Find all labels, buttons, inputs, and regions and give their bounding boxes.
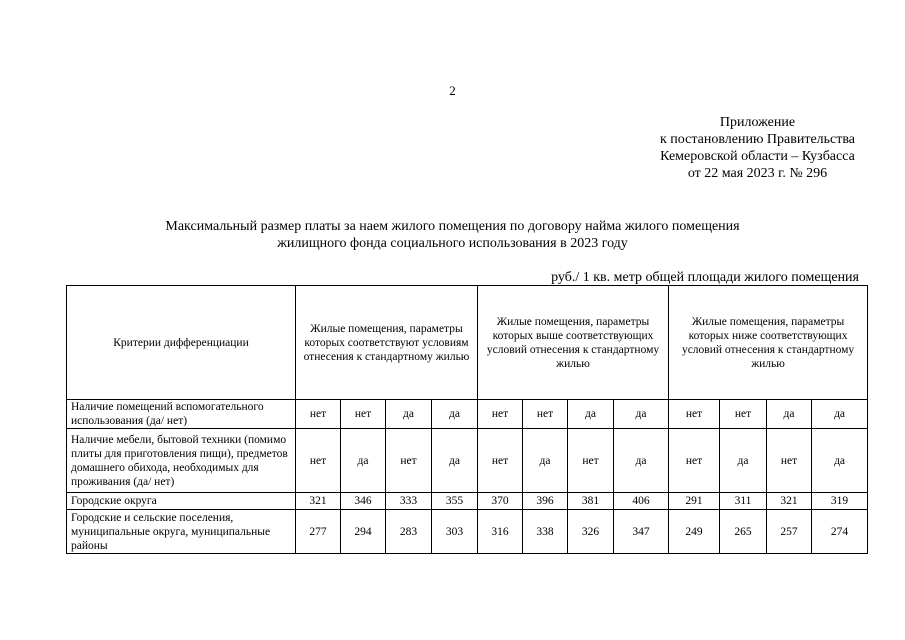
table-header-row xyxy=(67,286,868,400)
group-header-below: Жилые помещения, параметры которых ниже соответствующих условий отнесения к стандартному жилью xyxy=(669,286,868,400)
table-cell: 291 xyxy=(669,493,720,510)
group-header-above: Жилые помещения, параметры которых выше соответствующих условий отнесения к стандартному жилью xyxy=(478,286,669,400)
document-title xyxy=(0,218,905,252)
table-cell: нет xyxy=(341,400,386,429)
table-cell: 338 xyxy=(523,510,568,554)
table-cell: 283 xyxy=(386,510,432,554)
row-furniture xyxy=(67,429,868,493)
rates-table xyxy=(66,285,868,554)
table-cell: 346 xyxy=(341,493,386,510)
table-cell: да xyxy=(614,429,669,493)
table-cell: да xyxy=(432,400,478,429)
table-cell: 347 xyxy=(614,510,669,554)
table-cell: нет xyxy=(296,429,341,493)
row-label: Наличие помещений вспомогательного использования (да/ нет) xyxy=(67,400,296,429)
table-cell: нет xyxy=(523,400,568,429)
table-cell: нет xyxy=(296,400,341,429)
row-auxiliary-premises xyxy=(67,400,868,429)
row-urban-districts xyxy=(67,493,868,510)
table-cell: 333 xyxy=(386,493,432,510)
table-cell: да xyxy=(432,429,478,493)
appendix-line: Приложение xyxy=(719,115,796,130)
table-cell: 326 xyxy=(568,510,614,554)
table-cell: да xyxy=(341,429,386,493)
table-cell: 311 xyxy=(720,493,767,510)
table-cell: нет xyxy=(669,400,720,429)
table-cell: да xyxy=(767,400,812,429)
table-cell: 321 xyxy=(296,493,341,510)
table-cell: 249 xyxy=(669,510,720,554)
table-cell: да xyxy=(812,400,868,429)
page-number: 2 xyxy=(449,83,456,98)
table-cell: 319 xyxy=(812,493,868,510)
table-cell: да xyxy=(614,400,669,429)
appendix-line: от 22 мая 2023 г. № 296 xyxy=(687,166,828,181)
table-cell: нет xyxy=(720,400,767,429)
table-cell: нет xyxy=(478,400,523,429)
title-line: Максимальный размер платы за наем жилого помещения по договору найма жилого помещения xyxy=(165,219,740,234)
table-cell: 265 xyxy=(720,510,767,554)
row-label: Наличие мебели, бытовой техники (помимо плиты для приготовления пищи), предметов домашнего обихода, необходимых для проживания (да/ нет) xyxy=(67,429,296,493)
group-header-standard: Жилые помещения, параметры которых соответствуют условиям отнесения к стандартному жилью xyxy=(296,286,478,400)
table-cell: 316 xyxy=(478,510,523,554)
row-label: Городские и сельские поселения, муниципальные округа, муниципальные районы xyxy=(67,510,296,554)
table-cell: 274 xyxy=(812,510,868,554)
table-cell: 370 xyxy=(478,493,523,510)
table-cell: 406 xyxy=(614,493,669,510)
row-settlements xyxy=(67,510,868,554)
table-cell: да xyxy=(720,429,767,493)
table-cell: нет xyxy=(669,429,720,493)
table-cell: да xyxy=(523,429,568,493)
title-line: жилищного фонда социального использования в 2023 году xyxy=(277,236,628,251)
table-cell: нет xyxy=(386,429,432,493)
table-cell: 303 xyxy=(432,510,478,554)
criteria-header: Критерии дифференциации xyxy=(67,286,296,400)
table-cell: да xyxy=(386,400,432,429)
table-cell: 277 xyxy=(296,510,341,554)
unit-note: руб./ 1 кв. метр общей площади жилого помещения xyxy=(551,270,859,285)
appendix-line: к постановлению Правительства xyxy=(659,132,856,147)
table-cell: 355 xyxy=(432,493,478,510)
table-cell: нет xyxy=(568,429,614,493)
table-cell: 257 xyxy=(767,510,812,554)
table-cell: 321 xyxy=(767,493,812,510)
table-cell: 396 xyxy=(523,493,568,510)
table-cell: да xyxy=(812,429,868,493)
table-cell: 294 xyxy=(341,510,386,554)
table-cell: 381 xyxy=(568,493,614,510)
appendix-line: Кемеровской области – Кузбасса xyxy=(660,149,855,164)
table-cell: да xyxy=(568,400,614,429)
table-cell: нет xyxy=(767,429,812,493)
row-label: Городские округа xyxy=(67,493,296,510)
appendix-block xyxy=(640,114,875,182)
table-cell: нет xyxy=(478,429,523,493)
